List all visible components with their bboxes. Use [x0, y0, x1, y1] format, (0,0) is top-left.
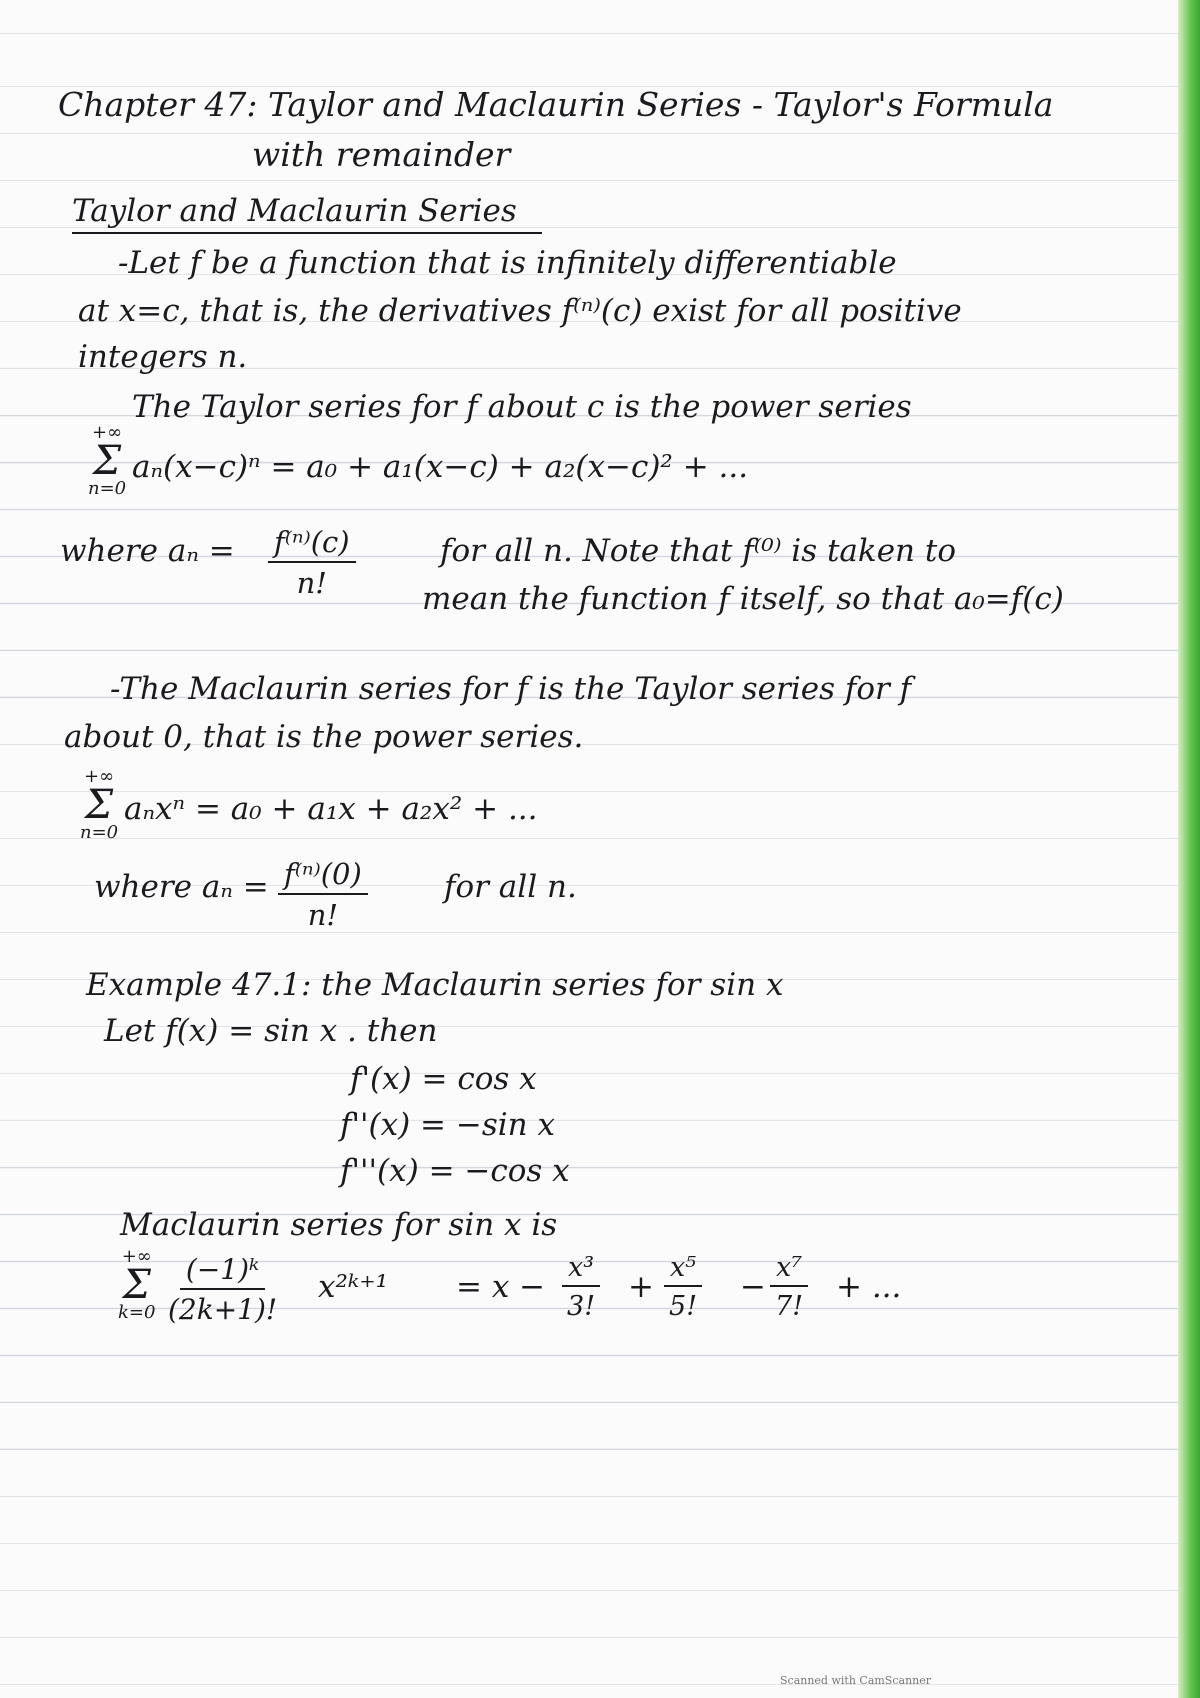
- sin-series-intro: Maclaurin series for sin x is: [120, 1207, 558, 1243]
- sin-power-term: x²ᵏ⁺¹: [318, 1269, 389, 1305]
- sin-term-x7-fraction: [770, 1254, 808, 1320]
- sin-coefficient-denominator: (2k+1)!: [168, 1293, 278, 1326]
- example-let-line: Let f(x) = sin x . then: [104, 1013, 438, 1049]
- sin-term-x3-fraction: [562, 1254, 600, 1320]
- sin-coefficient-numerator: (−1)ᵏ: [180, 1256, 265, 1290]
- taylor-coefficient-numerator: f⁽ⁿ⁾(c): [268, 528, 356, 563]
- sin-term-x7-denominator: 7!: [775, 1291, 804, 1322]
- maclaurin-where-label: where aₙ =: [94, 869, 269, 905]
- chapter-title-line1: Chapter 47: Taylor and Maclaurin Series - Taylor's Formula: [58, 85, 1054, 124]
- taylor-coefficient-denominator: n!: [296, 566, 327, 600]
- sin-term-x5-denominator: 5!: [669, 1291, 698, 1322]
- maclaurin-sum-sigma: [80, 768, 118, 842]
- maclaurin-coefficient-fraction: [278, 857, 368, 932]
- definition-line-3: integers n.: [78, 339, 248, 375]
- sigma-icon: Σ: [92, 438, 122, 484]
- section-heading-underline: [72, 232, 542, 234]
- sin-term-x5-fraction: [664, 1254, 702, 1320]
- page-edge-strip: [1178, 0, 1200, 1698]
- taylor-where-label: where aₙ =: [60, 533, 235, 569]
- maclaurin-intro-line-1: -The Maclaurin series for f is the Taylor series for f: [110, 671, 912, 707]
- sin-sum-sigma: [118, 1248, 155, 1322]
- sin-series-tail: + ...: [836, 1269, 902, 1305]
- taylor-series-expression: aₙ(x−c)ⁿ = a₀ + a₁(x−c) + a₂(x−c)² + ...: [132, 449, 749, 485]
- chapter-title-line2: with remainder: [252, 135, 511, 174]
- definition-line-1: -Let f be a function that is infinitely differentiable: [118, 245, 897, 281]
- maclaurin-coefficient-denominator: n!: [307, 898, 339, 932]
- sin-term-x3-denominator: 3!: [567, 1291, 596, 1322]
- maclaurin-coefficient-numerator: f⁽ⁿ⁾(0): [278, 860, 368, 895]
- maclaurin-sum-upper-limit: +∞: [84, 766, 115, 787]
- taylor-sum-lower-limit: n=0: [88, 478, 127, 499]
- maclaurin-intro-line-2: about 0, that is the power series.: [64, 719, 584, 755]
- sin-term-x3-numerator: x³: [562, 1254, 600, 1287]
- maclaurin-series-expression: aₙxⁿ = a₀ + a₁x + a₂x² + ...: [124, 791, 538, 827]
- sin-equals-x: = x −: [456, 1269, 546, 1305]
- taylor-intro-line: The Taylor series for f about c is the power series: [132, 389, 912, 425]
- first-derivative: f'(x) = cos x: [350, 1061, 537, 1097]
- sigma-icon: Σ: [122, 1262, 151, 1308]
- sin-term-x5-numerator: x⁵: [664, 1254, 702, 1287]
- example-heading: Example 47.1: the Maclaurin series for sin x: [86, 967, 784, 1003]
- definition-line-2: at x=c, that is, the derivatives f⁽ⁿ⁾(c) exist for all positive: [78, 293, 962, 329]
- sin-coefficient-fraction: [168, 1253, 278, 1326]
- third-derivative: f'''(x) = −cos x: [340, 1153, 570, 1189]
- taylor-coefficient-fraction: [268, 525, 356, 600]
- sin-plus-sign: +: [628, 1269, 654, 1305]
- taylor-note-line-2: mean the function f itself, so that a₀=f(c): [422, 581, 1064, 617]
- maclaurin-note: for all n.: [444, 869, 577, 905]
- sin-minus-sign: −: [740, 1269, 766, 1305]
- sin-sum-upper-limit: +∞: [121, 1246, 152, 1267]
- scanner-watermark: Scanned with CamScanner: [780, 1674, 932, 1687]
- taylor-note-line-1: for all n. Note that f⁽⁰⁾ is taken to: [440, 533, 956, 569]
- maclaurin-sum-lower-limit: n=0: [80, 822, 119, 843]
- second-derivative: f''(x) = −sin x: [340, 1107, 555, 1143]
- section-heading: Taylor and Maclaurin Series: [72, 193, 517, 229]
- sin-sum-lower-limit: k=0: [118, 1302, 156, 1323]
- sigma-icon: Σ: [84, 782, 114, 828]
- taylor-sum-upper-limit: +∞: [92, 422, 123, 443]
- taylor-sum-sigma: [88, 424, 126, 498]
- sin-term-x7-numerator: x⁷: [770, 1254, 808, 1287]
